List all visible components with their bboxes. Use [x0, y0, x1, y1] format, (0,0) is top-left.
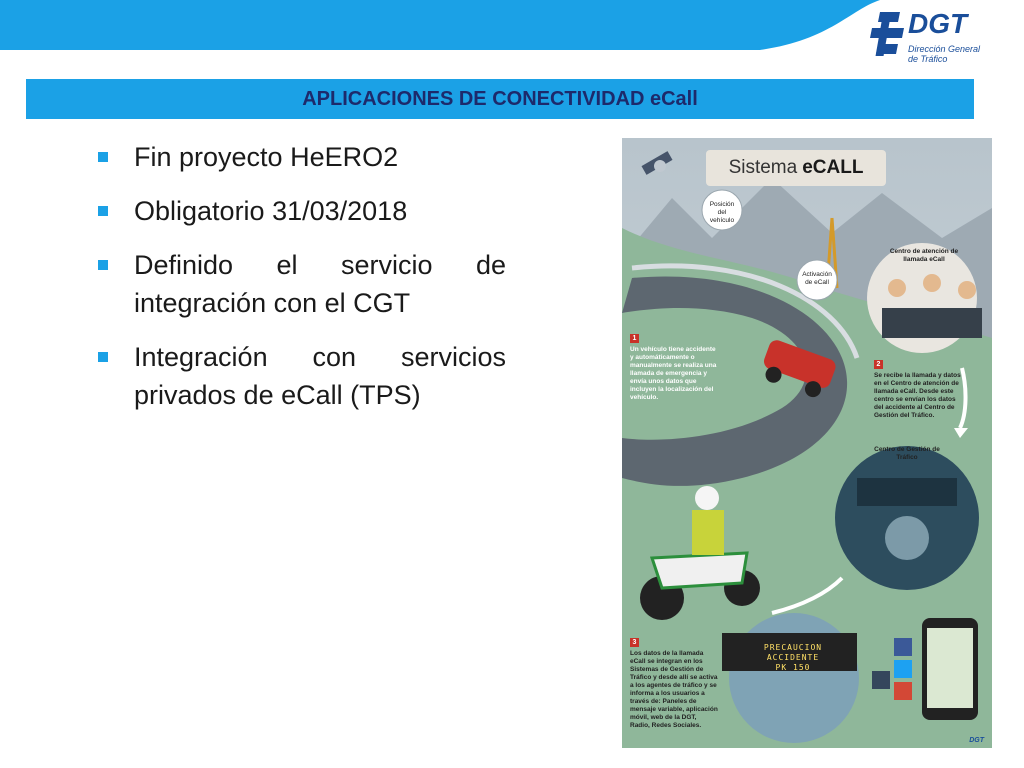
step-3-text: Los datos de la llamada eCall se integran en los Sistemas de Gestión de Tráfico y desde allí se activa a los agentes de tráfico y se informa a los usuarios a través de: Paneles de mensaje variable, aplicación móvil, web de la DGT, Radio, Redes Sociales. — [630, 650, 718, 729]
infographic-title-bold: eCALL — [802, 157, 864, 178]
ecall-infographic — [622, 138, 992, 748]
sign-line-2: ACCIDENTE — [766, 653, 820, 662]
dgt-logo — [870, 8, 1020, 68]
bullet-text: Fin proyecto HeERO2 — [134, 142, 399, 172]
bubble-position-label: Posición del vehículo — [709, 201, 735, 224]
sign-line-3: PK 150 — [775, 663, 811, 672]
bullet-square-icon — [98, 152, 108, 162]
message-sign — [758, 643, 828, 673]
bullet-square-icon — [98, 206, 108, 216]
step-1-text: Un vehículo tiene accidente y automáticamente o manualmente se realiza una llamada de emergencia y envía unos datos que incluyen la localización del vehículo. — [630, 346, 717, 401]
bullet-list — [96, 138, 506, 430]
infographic-title-prefix: Sistema — [728, 157, 798, 178]
step-2-text: Se recibe la llamada y datos en el Centro de atención de llamada eCall. Desde este centro se envían los datos del accidente al Centro de Gestión del Tráfico. — [874, 372, 961, 419]
step-3-badge: 3 — [630, 638, 639, 647]
logo-subtitle-2: de Tráfico — [908, 54, 948, 64]
call-center-label: Centro de atención de llamada eCall — [889, 248, 959, 263]
infographic-footer-logo: DGT — [969, 737, 984, 744]
bullet-item — [96, 338, 506, 414]
bullet-square-icon — [98, 352, 108, 362]
bullet-item — [96, 138, 506, 176]
sign-line-1: PRECAUCION — [763, 643, 823, 652]
bullet-item — [96, 192, 506, 230]
traffic-center-label: Centro de Gestión de Tráfico — [874, 446, 940, 461]
logo-text: DGT — [908, 8, 968, 39]
bullet-item — [96, 246, 506, 322]
header-swoosh — [0, 0, 880, 52]
bullet-text: Obligatorio 31/03/2018 — [134, 196, 408, 226]
bubble-activation-label: Activación de eCall — [802, 271, 832, 286]
bullet-square-icon — [98, 260, 108, 270]
dgt-logo-icon — [870, 8, 906, 60]
step-1-badge: 1 — [630, 334, 639, 343]
infographic-title — [706, 150, 886, 186]
slide-title-bar — [26, 79, 974, 119]
bullet-text: Integración con servicios privados de eCall (TPS) — [134, 342, 506, 410]
bullet-text: Definido el servicio de integración con el CGT — [134, 250, 506, 318]
step-2-badge: 2 — [874, 360, 883, 369]
logo-subtitle-1: Dirección General — [908, 44, 981, 54]
slide-title: APLICACIONES DE CONECTIVIDAD eCall — [302, 87, 698, 110]
